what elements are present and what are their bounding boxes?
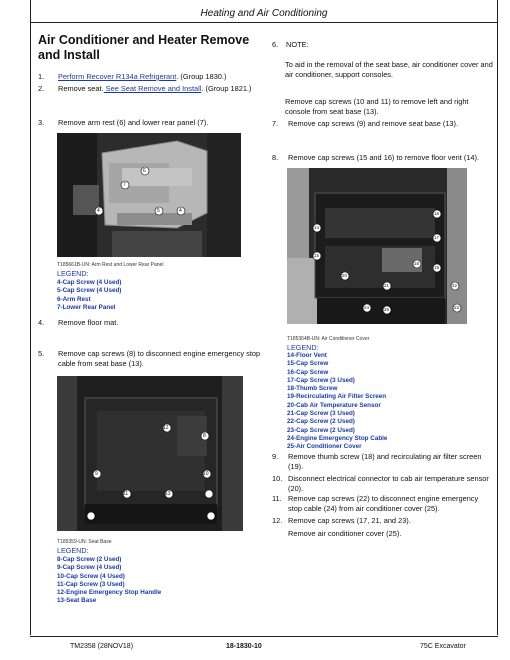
callout-12: 12: [163, 425, 169, 431]
callout-10: 10: [203, 471, 209, 477]
callout-6: 6: [143, 168, 146, 174]
figure3-id: T185364B-UN: Air Conditioner Cover: [287, 336, 370, 342]
page-border-right: [497, 0, 498, 635]
figure1-legend-title: LEGEND:: [57, 269, 89, 278]
page-title: Air Conditioner and Heater Remove and Install: [38, 33, 250, 62]
callout-8: 8: [203, 433, 206, 439]
page-border-left: [30, 0, 31, 635]
seat-base-photo: [57, 376, 243, 531]
header-rule: [30, 22, 498, 23]
footer-model: 75C Excavator: [420, 643, 466, 650]
footer-page-number: 18-1830-10: [226, 643, 262, 650]
callout-5: 5: [157, 208, 160, 214]
callout-14: 14: [314, 225, 320, 230]
callout-25: 25: [384, 307, 390, 312]
note-text: To aid in the removal of the seat base, air conditioner cover and air conditioner, support consoles.: [285, 60, 493, 79]
figure2-legend: 8-Cap Screw (2 Used) 9-Cap Screw (4 Used) 10-Cap Screw (4 Used) 11-Cap Screw (3 Used) 12-Engine Emergency Stop Handle 13-Seat Base: [57, 556, 162, 605]
callout-21: 21: [384, 283, 390, 288]
callout-11: 11: [123, 491, 129, 497]
arm-rest-photo: [57, 133, 241, 257]
recover-refrigerant-link[interactable]: Perform Recover R134a Refrigerant: [58, 72, 177, 81]
footer-manual-id: TM2358 (28NOV18): [70, 643, 134, 650]
callout-24: 24: [364, 305, 370, 310]
step-12-followup: Remove air conditioner cover (25).: [288, 529, 402, 538]
callout-7: 7: [123, 182, 126, 188]
callout-19: 19: [434, 265, 440, 270]
callout-9: 9: [95, 471, 98, 477]
callout-23: 23: [454, 305, 460, 310]
figure2-id: T185359-UN: Seat Base: [57, 539, 112, 545]
note-text-2: Remove cap screws (10 and 11) to remove left and right console from seat base (13).: [285, 97, 469, 116]
seat-remove-install-link[interactable]: See Seat Remove and Install: [103, 84, 202, 93]
figure1-id: T185661B-UN: Arm Rest and Lower Rear Panel: [57, 262, 164, 268]
figure3-legend-title: LEGEND:: [287, 343, 319, 352]
callout-18: 18: [414, 261, 420, 266]
callout-13: 13: [165, 491, 171, 497]
callout-17: 17: [434, 235, 440, 240]
ac-cover-photo: [287, 168, 467, 324]
section-header: Heating and Air Conditioning: [200, 8, 328, 19]
figure1-legend: 4-Cap Screw (4 Used) 5-Cap Screw (4 Used) 6-Arm Rest 7-Lower Rear Panel: [57, 279, 122, 311]
callout-22: 22: [452, 283, 458, 288]
figure2-legend-title: LEGEND:: [57, 546, 89, 555]
callout-20: 20: [342, 273, 348, 278]
figure3-legend: 14-Floor Vent 15-Cap Screw 16-Cap Screw 17-Cap Screw (3 Used) 18-Thumb Screw 19-Recirculating Air Filter Screen 20-Cab Air Temperature Sensor 21-Cap Screw (3 Used) 22-Cap Screw (2 Used) 23-Cap Screw (2 Used) 24-Engine Emergency Stop Cable 25-Air Conditioner Cover: [287, 352, 388, 451]
callout-4b: 4: [179, 208, 182, 214]
callout-16: 16: [434, 211, 440, 216]
callout-15: 15: [314, 253, 320, 258]
footer-rule: [30, 636, 498, 637]
callout-4a: 4: [97, 208, 100, 214]
